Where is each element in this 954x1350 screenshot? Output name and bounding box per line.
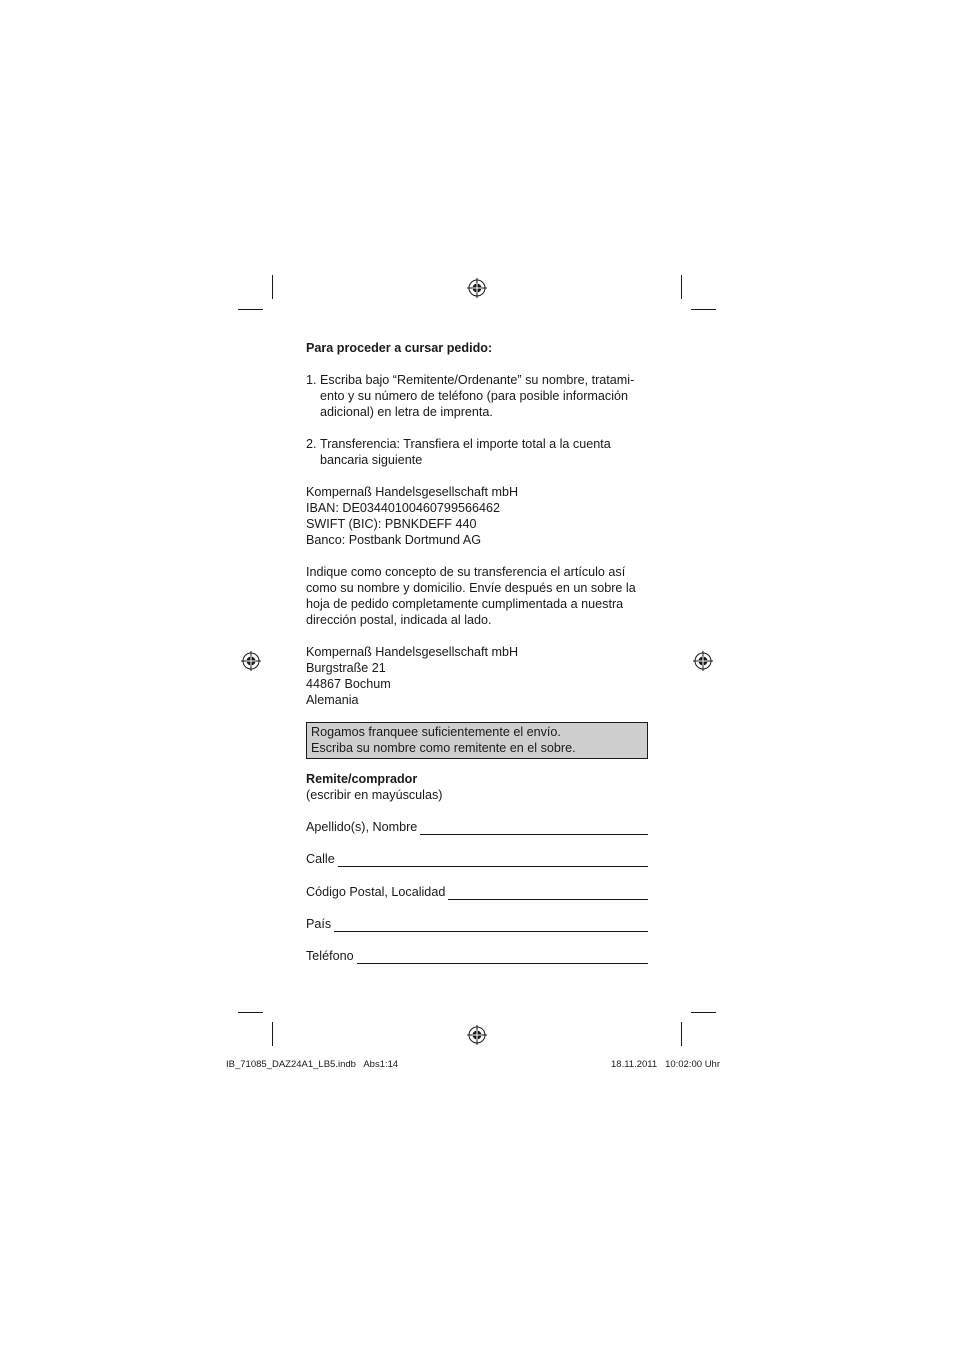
phone-line-input[interactable] (357, 963, 648, 964)
step-1-line: ento y su número de teléfono (para posible información (320, 389, 629, 403)
field-name[interactable] (306, 819, 648, 835)
bank-iban: IBAN: DE03440100460799566462 (306, 501, 500, 515)
address-country: Alemania (306, 693, 359, 707)
address-city: 44867 Bochum (306, 677, 391, 691)
bank-details (306, 484, 648, 548)
sender-subtitle: (escribir en mayúsculas) (306, 788, 443, 802)
notice-line: Rogamos franquee suficientemente el envío. (311, 725, 561, 739)
address-company: Kompernaß Handelsgesellschaft mbH (306, 645, 519, 659)
instructions-line: Indique como concepto de su transferencia el artículo así (306, 565, 626, 579)
bank-name: Banco: Postbank Dortmund AG (306, 533, 482, 547)
bank-swift: SWIFT (BIC): PBNKDEFF 440 (306, 517, 477, 531)
crop-mark-top-right-vertical (681, 275, 682, 299)
sender-title: Remite/comprador (306, 772, 418, 786)
crop-mark-top-right-horizontal (691, 309, 716, 310)
crop-mark-bottom-right-horizontal (691, 1012, 716, 1013)
field-phone[interactable] (306, 948, 648, 964)
crop-mark-bottom-right-vertical (681, 1022, 682, 1046)
instructions-line: como su nombre y domicilio. Envíe después en un sobre la (306, 581, 636, 595)
field-label: Apellido(s), Nombre (306, 820, 418, 834)
instructions-line: hoja de pedido completamente cumplimentada a nuestra (306, 597, 624, 611)
footer-file-info: IB_71085_DAZ24A1_LB5.indb Abs1:14 (226, 1059, 399, 1070)
crop-mark-top-left-vertical (272, 275, 273, 299)
bank-company: Kompernaß Handelsgesellschaft mbH (306, 485, 519, 499)
postal-address (306, 644, 648, 708)
field-street[interactable] (306, 851, 648, 867)
country-line-input[interactable] (334, 931, 648, 932)
field-label: Calle (306, 852, 335, 866)
name-line-input[interactable] (420, 834, 648, 835)
step-number: 2. (306, 437, 317, 451)
step-number: 1. (306, 373, 317, 387)
field-country[interactable] (306, 916, 648, 932)
field-label: Teléfono (306, 949, 354, 963)
crop-mark-bottom-left-vertical (272, 1022, 273, 1046)
registration-mark-icon (693, 651, 713, 671)
registration-mark-icon (241, 651, 261, 671)
street-line-input[interactable] (338, 866, 648, 867)
page-title: Para proceder a cursar pedido: (306, 341, 493, 355)
field-label: País (306, 917, 332, 931)
field-postal-code[interactable] (306, 884, 648, 900)
postal-line-input[interactable] (448, 899, 648, 900)
step-1-line: adicional) en letra de imprenta. (320, 405, 493, 419)
crop-mark-bottom-left-horizontal (238, 1012, 263, 1013)
step-2-line: Transferencia: Transfiera el importe total a la cuenta (320, 437, 611, 451)
step-2 (306, 436, 648, 468)
footer-timestamp: 18.11.2011 10:02:00 Uhr (611, 1059, 720, 1070)
field-label: Código Postal, Localidad (306, 885, 446, 899)
notice-line: Escriba su nombre como remitente en el sobre. (311, 741, 576, 755)
instructions-line: dirección postal, indicada al lado. (306, 613, 492, 627)
registration-mark-icon (467, 1025, 487, 1045)
crop-mark-top-left-horizontal (238, 309, 263, 310)
postage-notice-box (306, 722, 648, 759)
instructions (306, 564, 648, 628)
step-1 (306, 372, 648, 420)
order-form (306, 340, 648, 964)
registration-mark-icon (467, 278, 487, 298)
address-street: Burgstraße 21 (306, 661, 386, 675)
step-1-line: Escriba bajo “Remitente/Ordenante” su nombre, tratami- (320, 373, 635, 387)
step-2-line: bancaria siguiente (320, 453, 423, 467)
